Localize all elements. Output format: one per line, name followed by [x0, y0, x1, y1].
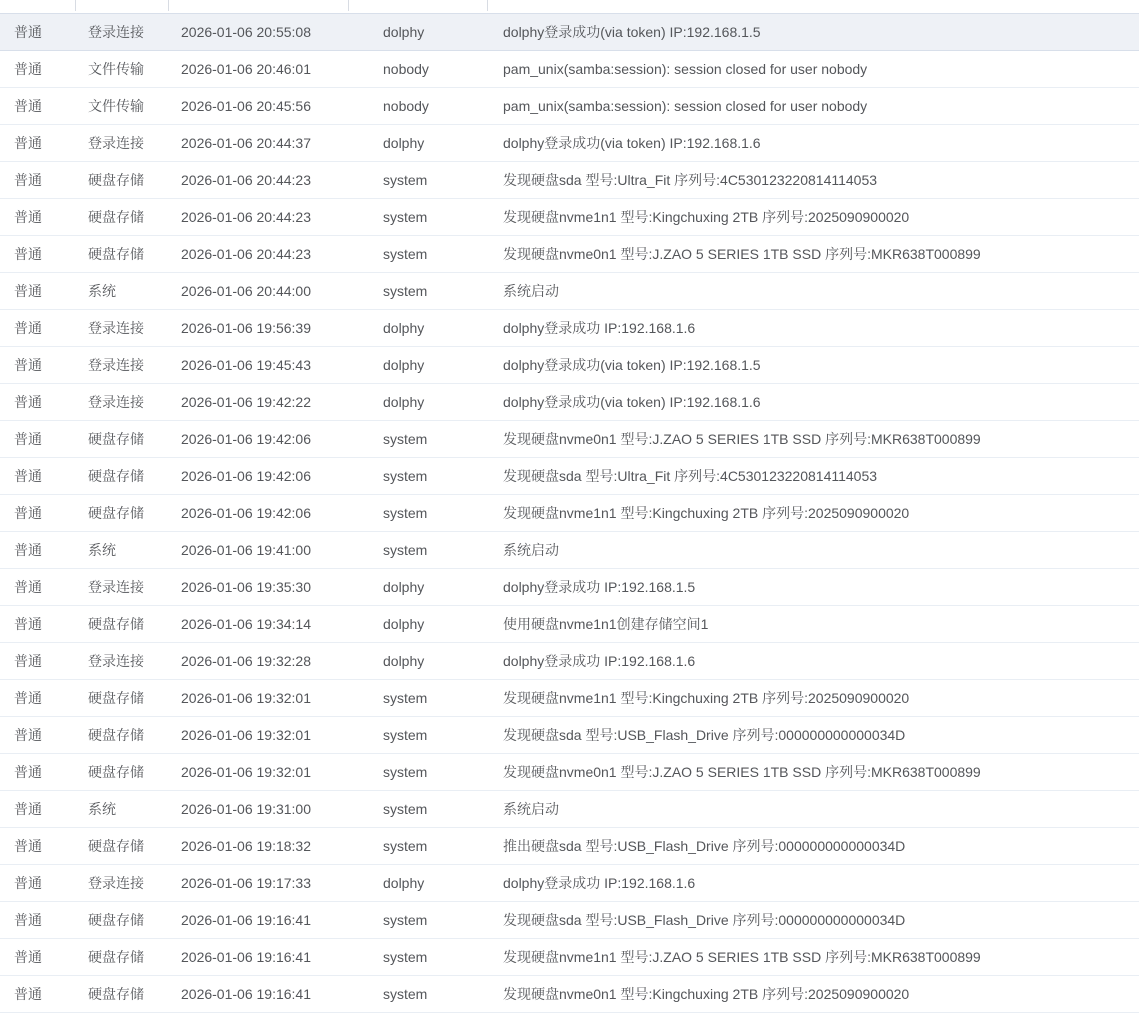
type-cell: 硬盘存储 [88, 616, 144, 632]
table-header-partial [0, 0, 1139, 14]
user-cell: system [383, 542, 428, 558]
user-cell: system [383, 838, 428, 854]
level-cell: 普通 [14, 838, 42, 854]
user-cell: system [383, 727, 428, 743]
level-cell: 普通 [14, 764, 42, 780]
table-row[interactable] [0, 88, 1139, 125]
type-cell: 硬盘存储 [88, 209, 144, 225]
time-cell: 2026-01-06 19:42:06 [181, 468, 311, 484]
table-row[interactable] [0, 939, 1139, 976]
level-cell: 普通 [14, 431, 42, 447]
type-cell: 硬盘存储 [88, 431, 144, 447]
table-row[interactable] [0, 643, 1139, 680]
time-cell: 2026-01-06 19:18:32 [181, 838, 311, 854]
log-rows [0, 14, 1139, 1013]
user-cell: system [383, 912, 428, 928]
user-cell: dolphy [383, 653, 425, 669]
time-cell: 2026-01-06 20:44:00 [181, 283, 311, 299]
message-cell: dolphy登录成功 IP:192.168.1.5 [503, 579, 696, 595]
type-cell: 文件传输 [88, 98, 144, 114]
message-cell: 发现硬盘nvme1n1 型号:Kingchuxing 2TB 序列号:2025090900020 [503, 690, 910, 706]
message-cell: 系统启动 [503, 801, 559, 817]
user-cell: dolphy [383, 320, 425, 336]
user-cell: system [383, 283, 428, 299]
type-cell: 硬盘存储 [88, 727, 144, 743]
time-cell: 2026-01-06 20:44:37 [181, 135, 311, 151]
type-cell: 硬盘存储 [88, 468, 144, 484]
user-cell: system [383, 764, 428, 780]
message-cell: pam_unix(samba:session): session closed for user nobody [503, 98, 868, 114]
user-cell: dolphy [383, 616, 425, 632]
type-cell: 登录连接 [88, 579, 144, 595]
column-separator [168, 0, 169, 11]
level-cell: 普通 [14, 986, 42, 1002]
table-row[interactable] [0, 199, 1139, 236]
message-cell: pam_unix(samba:session): session closed for user nobody [503, 61, 868, 77]
type-cell: 硬盘存储 [88, 690, 144, 706]
message-cell: 发现硬盘sda 型号:Ultra_Fit 序列号:4C530123220814114053 [503, 468, 878, 484]
level-cell: 普通 [14, 468, 42, 484]
level-cell: 普通 [14, 320, 42, 336]
user-cell: system [383, 801, 428, 817]
time-cell: 2026-01-06 19:32:01 [181, 727, 311, 743]
table-row[interactable] [0, 14, 1139, 51]
type-cell: 硬盘存储 [88, 246, 144, 262]
table-row[interactable] [0, 680, 1139, 717]
time-cell: 2026-01-06 20:55:08 [181, 24, 311, 40]
level-cell: 普通 [14, 727, 42, 743]
table-row[interactable] [0, 902, 1139, 939]
type-cell: 登录连接 [88, 135, 144, 151]
time-cell: 2026-01-06 19:17:33 [181, 875, 311, 891]
level-cell: 普通 [14, 949, 42, 965]
level-cell: 普通 [14, 24, 42, 40]
time-cell: 2026-01-06 19:16:41 [181, 912, 311, 928]
time-cell: 2026-01-06 19:31:00 [181, 801, 311, 817]
message-cell: dolphy登录成功(via token) IP:192.168.1.5 [503, 24, 761, 40]
type-cell: 硬盘存储 [88, 172, 144, 188]
level-cell: 普通 [14, 912, 42, 928]
message-cell: dolphy登录成功 IP:192.168.1.6 [503, 320, 696, 336]
table-row[interactable] [0, 976, 1139, 1013]
user-cell: system [383, 468, 428, 484]
message-cell: 发现硬盘nvme0n1 型号:J.ZAO 5 SERIES 1TB SSD 序列号:MKR638T000899 [503, 764, 981, 780]
table-row[interactable] [0, 310, 1139, 347]
level-cell: 普通 [14, 283, 42, 299]
type-cell: 登录连接 [88, 875, 144, 891]
level-cell: 普通 [14, 394, 42, 410]
message-cell: 发现硬盘sda 型号:USB_Flash_Drive 序列号:000000000000034D [503, 727, 906, 743]
message-cell: 发现硬盘sda 型号:Ultra_Fit 序列号:4C530123220814114053 [503, 172, 878, 188]
level-cell: 普通 [14, 505, 42, 521]
level-cell: 普通 [14, 801, 42, 817]
user-cell: dolphy [383, 357, 425, 373]
level-cell: 普通 [14, 616, 42, 632]
table-row[interactable] [0, 51, 1139, 88]
message-cell: 使用硬盘nvme1n1创建存储空间1 [503, 616, 709, 632]
message-cell: 发现硬盘nvme1n1 型号:Kingchuxing 2TB 序列号:2025090900020 [503, 505, 910, 521]
user-cell: system [383, 986, 428, 1002]
type-cell: 硬盘存储 [88, 764, 144, 780]
type-cell: 登录连接 [88, 357, 144, 373]
time-cell: 2026-01-06 19:34:14 [181, 616, 311, 632]
level-cell: 普通 [14, 209, 42, 225]
message-cell: dolphy登录成功(via token) IP:192.168.1.6 [503, 135, 761, 151]
time-cell: 2026-01-06 19:45:43 [181, 357, 311, 373]
user-cell: dolphy [383, 24, 425, 40]
type-cell: 登录连接 [88, 653, 144, 669]
table-row[interactable] [0, 606, 1139, 643]
table-row[interactable] [0, 828, 1139, 865]
message-cell: 发现硬盘sda 型号:USB_Flash_Drive 序列号:000000000000034D [503, 912, 906, 928]
table-row[interactable] [0, 717, 1139, 754]
message-cell: 发现硬盘nvme1n1 型号:J.ZAO 5 SERIES 1TB SSD 序列号:MKR638T000899 [503, 949, 981, 965]
user-cell: dolphy [383, 875, 425, 891]
time-cell: 2026-01-06 19:16:41 [181, 986, 311, 1002]
column-separator [348, 0, 349, 11]
time-cell: 2026-01-06 19:42:22 [181, 394, 311, 410]
time-cell: 2026-01-06 20:44:23 [181, 246, 311, 262]
type-cell: 系统 [88, 542, 116, 558]
user-cell: system [383, 690, 428, 706]
time-cell: 2026-01-06 19:56:39 [181, 320, 311, 336]
level-cell: 普通 [14, 542, 42, 558]
table-row[interactable] [0, 865, 1139, 902]
time-cell: 2026-01-06 20:46:01 [181, 61, 311, 77]
table-row[interactable] [0, 569, 1139, 606]
type-cell: 硬盘存储 [88, 838, 144, 854]
time-cell: 2026-01-06 19:42:06 [181, 505, 311, 521]
table-row[interactable] [0, 125, 1139, 162]
time-cell: 2026-01-06 19:16:41 [181, 949, 311, 965]
time-cell: 2026-01-06 20:44:23 [181, 172, 311, 188]
level-cell: 普通 [14, 875, 42, 891]
table-row[interactable] [0, 754, 1139, 791]
user-cell: system [383, 172, 428, 188]
time-cell: 2026-01-06 20:45:56 [181, 98, 311, 114]
message-cell: 发现硬盘nvme0n1 型号:J.ZAO 5 SERIES 1TB SSD 序列号:MKR638T000899 [503, 431, 981, 447]
type-cell: 硬盘存储 [88, 949, 144, 965]
user-cell: nobody [383, 61, 429, 77]
level-cell: 普通 [14, 98, 42, 114]
type-cell: 登录连接 [88, 24, 144, 40]
message-cell: 发现硬盘nvme1n1 型号:Kingchuxing 2TB 序列号:2025090900020 [503, 209, 910, 225]
level-cell: 普通 [14, 172, 42, 188]
type-cell: 文件传输 [88, 61, 144, 77]
type-cell: 硬盘存储 [88, 986, 144, 1002]
message-cell: 系统启动 [503, 542, 559, 558]
user-cell: system [383, 209, 428, 225]
message-cell: 发现硬盘nvme0n1 型号:J.ZAO 5 SERIES 1TB SSD 序列号:MKR638T000899 [503, 246, 981, 262]
user-cell: dolphy [383, 579, 425, 595]
user-cell: system [383, 246, 428, 262]
column-separator [75, 0, 76, 11]
time-cell: 2026-01-06 19:32:01 [181, 690, 311, 706]
table-row[interactable] [0, 384, 1139, 421]
message-cell: dolphy登录成功 IP:192.168.1.6 [503, 875, 696, 891]
level-cell: 普通 [14, 690, 42, 706]
type-cell: 硬盘存储 [88, 912, 144, 928]
table-row[interactable] [0, 495, 1139, 532]
message-cell: 系统启动 [503, 283, 559, 299]
level-cell: 普通 [14, 653, 42, 669]
type-cell: 系统 [88, 283, 116, 299]
user-cell: system [383, 431, 428, 447]
table-row[interactable] [0, 458, 1139, 495]
table-row[interactable] [0, 162, 1139, 199]
user-cell: dolphy [383, 135, 425, 151]
level-cell: 普通 [14, 135, 42, 151]
time-cell: 2026-01-06 19:35:30 [181, 579, 311, 595]
column-separator [487, 0, 488, 11]
table-row[interactable] [0, 236, 1139, 273]
level-cell: 普通 [14, 579, 42, 595]
message-cell: 推出硬盘sda 型号:USB_Flash_Drive 序列号:000000000000034D [503, 838, 906, 854]
user-cell: system [383, 505, 428, 521]
time-cell: 2026-01-06 19:42:06 [181, 431, 311, 447]
type-cell: 登录连接 [88, 320, 144, 336]
time-cell: 2026-01-06 20:44:23 [181, 209, 311, 225]
level-cell: 普通 [14, 246, 42, 262]
message-cell: dolphy登录成功(via token) IP:192.168.1.6 [503, 394, 761, 410]
message-cell: 发现硬盘nvme0n1 型号:Kingchuxing 2TB 序列号:2025090900020 [503, 986, 910, 1002]
user-cell: nobody [383, 98, 429, 114]
type-cell: 硬盘存储 [88, 505, 144, 521]
user-cell: dolphy [383, 394, 425, 410]
level-cell: 普通 [14, 61, 42, 77]
type-cell: 系统 [88, 801, 116, 817]
table-row[interactable] [0, 347, 1139, 384]
user-cell: system [383, 949, 428, 965]
message-cell: dolphy登录成功 IP:192.168.1.6 [503, 653, 696, 669]
time-cell: 2026-01-06 19:41:00 [181, 542, 311, 558]
message-cell: dolphy登录成功(via token) IP:192.168.1.5 [503, 357, 761, 373]
table-row[interactable] [0, 532, 1139, 569]
time-cell: 2026-01-06 19:32:28 [181, 653, 311, 669]
level-cell: 普通 [14, 357, 42, 373]
time-cell: 2026-01-06 19:32:01 [181, 764, 311, 780]
table-row[interactable] [0, 791, 1139, 828]
type-cell: 登录连接 [88, 394, 144, 410]
table-row[interactable] [0, 273, 1139, 310]
table-row[interactable] [0, 421, 1139, 458]
